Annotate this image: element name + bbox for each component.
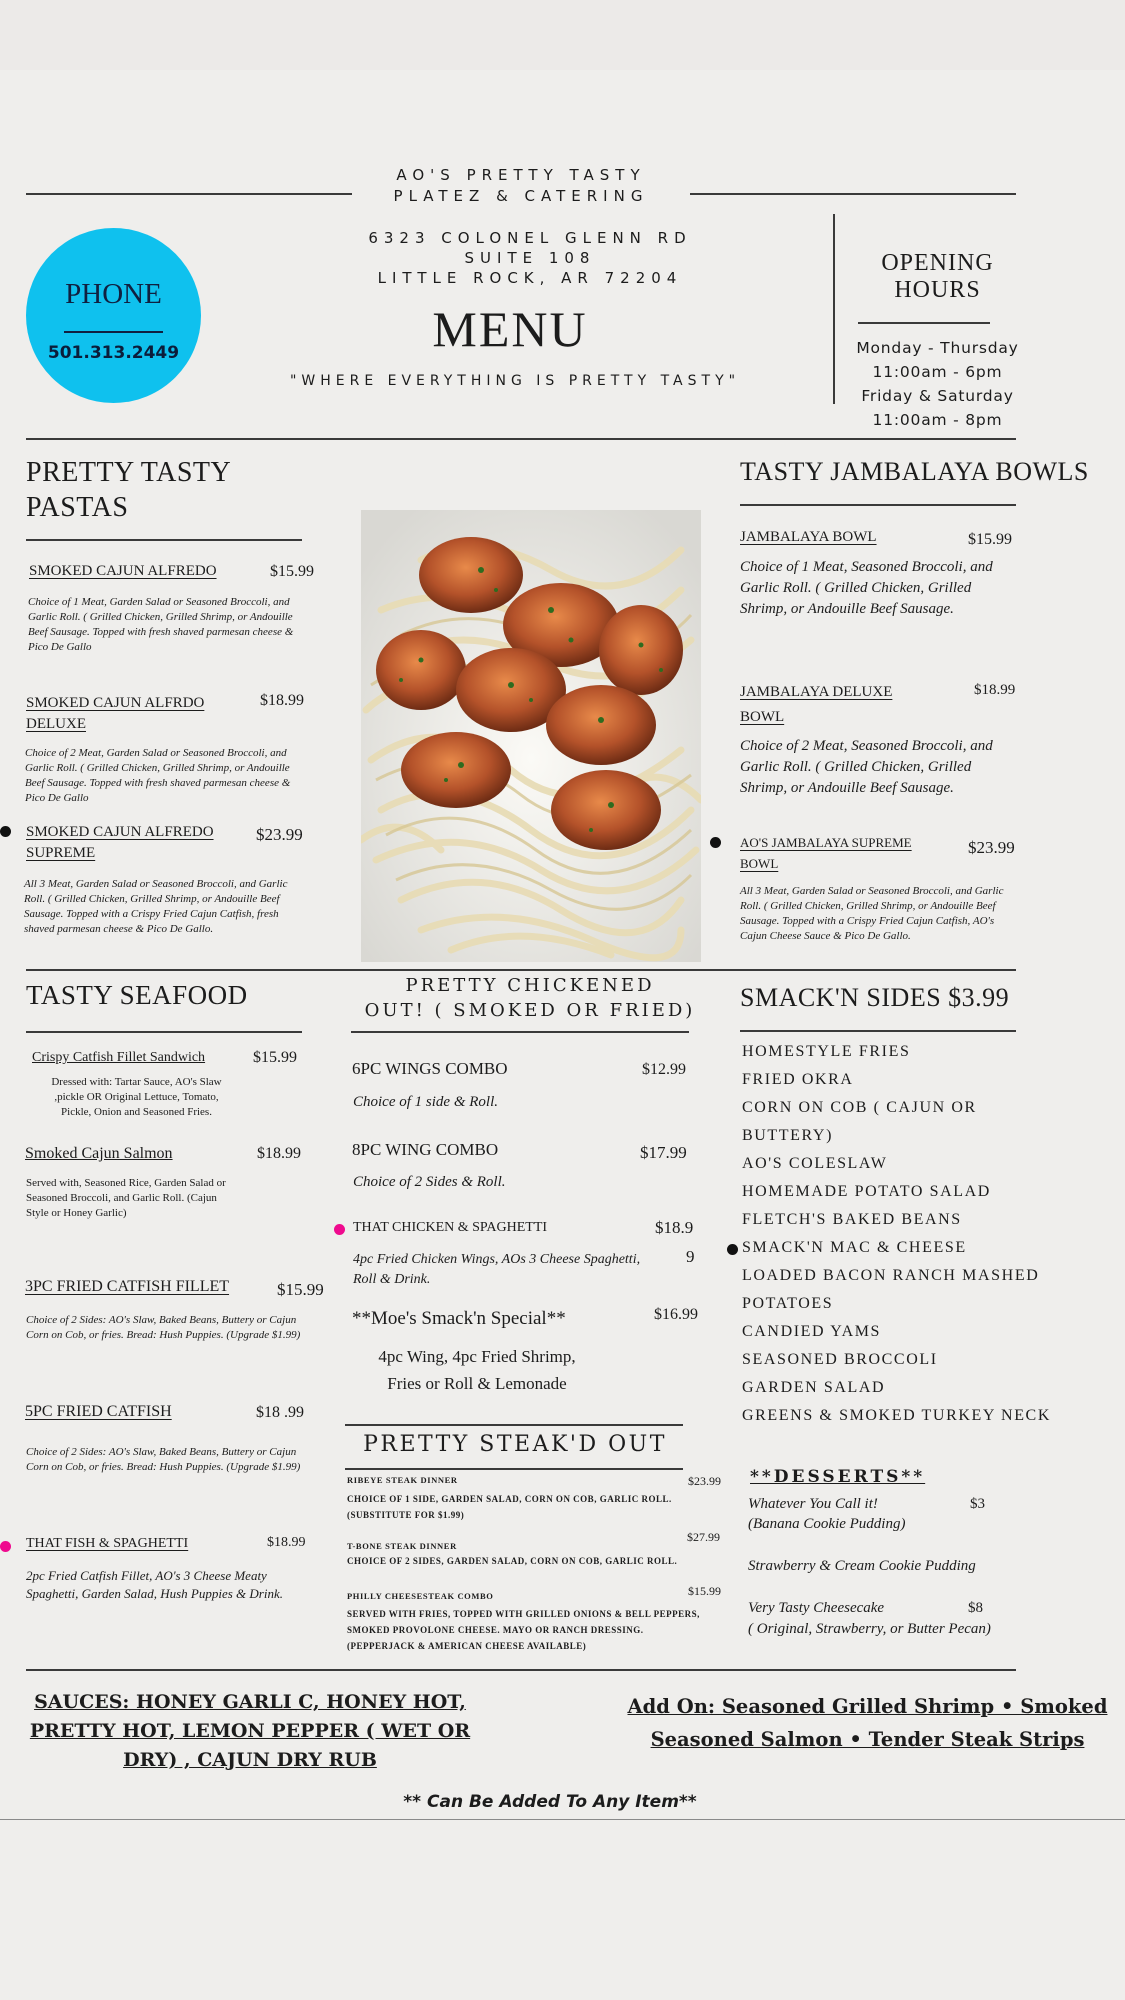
hours-list	[845, 336, 1030, 432]
pastas-rule	[26, 539, 302, 541]
pastas-title	[26, 455, 231, 525]
sides-title: SMACK'N SIDES $3.99	[740, 983, 1010, 1012]
shrimp-alfredo-photo	[361, 510, 701, 962]
steak-item-name: T-BONE STEAK DINNER	[347, 1541, 457, 1551]
chicken-item-desc	[352, 1343, 602, 1397]
pasta-item-name-line1: SMOKED CAJUN ALFRDO	[26, 695, 205, 711]
jambalaya-item-name-line2: BOWL	[740, 709, 785, 725]
hours-title-line1: OPENING	[881, 250, 994, 276]
steak-item-desc: SERVED WITH FRIES, TOPPED WITH GRILLED ONIONS & BELL PEPPERS, SMOKED PROVOLONE CHEESE. MAYO OR RANCH DRESSING. (PEPPERJACK & AMERICAN CHEESE AVAILABLE)	[347, 1609, 700, 1651]
bullet-dot	[710, 837, 721, 848]
steak-top-rule	[345, 1424, 683, 1426]
jambalaya-item-price: $23.99	[968, 838, 1015, 857]
hours-title	[845, 250, 1030, 304]
jambalaya-item-name: JAMBALAYA BOWL	[740, 529, 877, 545]
addon-note: ** Can Be Added To Any Item**	[403, 1792, 697, 1812]
page-bottom-rule	[0, 1819, 1125, 1820]
seafood-item-price: $15.99	[277, 1280, 324, 1299]
hours-line: Friday & Saturday	[861, 387, 1014, 405]
chicken-item-name: THAT CHICKEN & SPAGHETTI	[353, 1220, 548, 1235]
jambalaya-item-name-line2: BOWL	[740, 856, 779, 871]
hours-line: 11:00am - 8pm	[872, 411, 1003, 429]
mid-rule	[26, 969, 1016, 971]
phone-number[interactable]: 501.313.2449	[47, 343, 180, 363]
chicken-item-desc-line2: Fries or Roll & Lemonade	[387, 1374, 567, 1393]
addon-block	[610, 1690, 1125, 1756]
chicken-item-desc: Choice of 2 Sides & Roll.	[353, 1174, 506, 1190]
sauces-line2: PRETTY HOT, LEMON PEPPER ( WET OR	[29, 1720, 471, 1742]
chicken-item-price: $18.9	[655, 1218, 694, 1237]
seafood-item-price: $18.99	[267, 1535, 306, 1550]
pasta-item-name-line2: SUPREME	[26, 845, 96, 861]
side-item: CANDIED YAMS	[742, 1323, 882, 1340]
dessert-item-sub: (Banana Cookie Pudding)	[748, 1516, 906, 1532]
jambalaya-title: TASTY JAMBALAYA BOWLS	[740, 457, 1089, 486]
pasta-item-name-line2: DELUXE	[26, 716, 86, 732]
dessert-item-price: $8	[968, 1600, 983, 1616]
menu-title: MENU	[432, 301, 588, 357]
address-line3: LITTLE ROCK, AR 72204	[377, 269, 683, 287]
side-item: CORN ON COB ( CAJUN OR	[742, 1099, 977, 1116]
chicken-item-name: **Moe's Smack'n Special**	[352, 1308, 566, 1329]
steak-rule	[345, 1468, 683, 1470]
jambalaya-item-desc: All 3 Meat, Garden Salad or Seasoned Broccoli, and Garlic Roll. ( Grilled Chicken, Grilled Shrimp, or Andouille Beef Sausage. Topped with a Crispy Fried Cajun Catfish, AO's Cajun Cheese Sauce & Pico De Gallo.	[740, 885, 1004, 942]
pasta-item-desc: All 3 Meat, Garden Salad or Seasoned Broccoli, and Garlic Roll. ( Grilled Chicken, Grilled Shrimp, or Andouille Beef Sausage. Topped with a Crispy Fried Cajun Catfish, fresh shaved parmesan cheese & Pico De Gallo.	[24, 878, 288, 935]
seafood-item-name: Crispy Catfish Fillet Sandwich	[32, 1050, 206, 1065]
steak-title: PRETTY STEAK'D OUT	[363, 1432, 667, 1457]
side-item: GARDEN SALAD	[742, 1379, 886, 1396]
chicken-item-price: $17.99	[640, 1143, 687, 1162]
side-item: POTATOES	[742, 1295, 834, 1312]
chicken-item-price: $12.99	[642, 1061, 686, 1078]
steak-item-price: $23.99	[688, 1474, 721, 1488]
chicken-title-line2: OUT! ( SMOKED OR FRIED)	[364, 1000, 696, 1021]
chicken-item-desc: Choice of 1 side & Roll.	[353, 1094, 498, 1110]
phone-badge[interactable]	[26, 228, 201, 403]
seafood-item-desc: 2pc Fried Catfish Fillet, AO's 3 Cheese Meaty Spaghetti, Garden Salad, Hush Puppies & Drink.	[26, 1568, 283, 1601]
dessert-item-name: Whatever You Call it!	[748, 1496, 878, 1512]
side-item: BUTTERY)	[742, 1127, 834, 1144]
jambalaya-item-name-line1: AO'S JAMBALAYA SUPREME	[740, 835, 912, 850]
steak-item-name: RIBEYE STEAK DINNER	[347, 1475, 458, 1485]
sauces-block	[0, 1688, 500, 1775]
sauces-line3: DRY) , CAJUN DRY RUB	[123, 1749, 377, 1771]
addon-line2: Seasoned Salmon • Tender Steak Strips	[650, 1728, 1085, 1751]
chicken-item-price: $16.99	[654, 1306, 698, 1323]
sides-list	[742, 1038, 1087, 1430]
dessert-item-sub: ( Original, Strawberry, or Butter Pecan)	[748, 1621, 991, 1637]
seafood-rule	[26, 1031, 302, 1033]
bullet-dot-pink	[0, 1541, 11, 1552]
business-name-line1: AO'S PRETTY TASTY	[396, 166, 646, 184]
jambalaya-item-name	[740, 832, 912, 874]
sauces-line1: SAUCES: HONEY GARLI C, HONEY HOT,	[34, 1691, 466, 1713]
chicken-item-name: 6PC WINGS COMBO	[352, 1059, 508, 1078]
steak-item-price: $27.99	[687, 1530, 720, 1544]
jambalaya-item-price: $18.99	[974, 682, 1016, 698]
side-item: LOADED BACON RANCH MASHED	[742, 1267, 1040, 1284]
header-rule-left	[26, 193, 352, 195]
chicken-item-desc: 4pc Fried Chicken Wings, AOs 3 Cheese Spaghetti, Roll & Drink.	[353, 1252, 641, 1287]
side-item: SEASONED BROCCOLI	[742, 1351, 938, 1368]
side-item: HOMEMADE POTATO SALAD	[742, 1183, 991, 1200]
pasta-item-name	[26, 693, 204, 735]
address-line1: 6323 COLONEL GLENN RD	[368, 229, 692, 247]
jambalaya-item-desc: Choice of 1 Meat, Seasoned Broccoli, and Garlic Roll. ( Grilled Chicken, Grilled Shrimp, or Andouille Beef Sausage.	[740, 559, 993, 617]
steak-item-name: PHILLY CHEESESTEAK COMBO	[347, 1591, 494, 1601]
seafood-item-desc: Served with, Seasoned Rice, Garden Salad or Seasoned Broccoli, and Garlic Roll. (Cajun Style or Honey Garlic)	[26, 1177, 226, 1219]
seafood-title: TASTY SEAFOOD	[26, 980, 248, 1010]
chicken-item-desc-line1: 4pc Wing, 4pc Fried Shrimp,	[378, 1347, 576, 1366]
pastas-title-line1: PRETTY TASTY	[26, 457, 232, 488]
top-band	[0, 0, 1125, 70]
addon-line1: Add On: Seasoned Grilled Shrimp • Smoked	[627, 1695, 1108, 1718]
seafood-item-name: Smoked Cajun Salmon	[25, 1145, 173, 1162]
pastas-title-line2: PASTAS	[26, 492, 129, 523]
hours-line: 11:00am - 6pm	[872, 363, 1003, 381]
side-item: FRIED OKRA	[742, 1071, 854, 1088]
hours-title-line2: HOURS	[894, 277, 981, 303]
seafood-item-desc: Choice of 2 Sides: AO's Slaw, Baked Beans, Buttery or Cajun Corn on Cob, or fries. Bread: Hush Puppies. (Upgrade $1.99)	[26, 1314, 301, 1341]
pasta-item-desc: Choice of 1 Meat, Garden Salad or Seasoned Broccoli, and Garlic Roll. ( Grilled Chicken, Grilled Shrimp, or Andouille Beef Sausage. Topped with fresh shaved parmesan cheese & Pico De Gallo	[28, 596, 294, 653]
jambalaya-item-desc: Choice of 2 Meat, Seasoned Broccoli, and Garlic Roll. ( Grilled Chicken, Grilled Shrimp, or Andouille Beef Sausage.	[740, 738, 993, 796]
dessert-item-name: Very Tasty Cheesecake	[748, 1600, 885, 1616]
pasta-item-price: $23.99	[256, 825, 303, 844]
phone-divider	[64, 331, 163, 333]
pasta-item-name	[26, 822, 214, 864]
bullet-dot-pink	[334, 1224, 345, 1235]
seafood-item-desc: Choice of 2 Sides: AO's Slaw, Baked Beans, Buttery or Cajun Corn on Cob, or fries. Bread: Hush Puppies. (Upgrade $1.99)	[26, 1446, 301, 1473]
chicken-title-line1: PRETTY CHICKENED	[405, 975, 655, 996]
bullet-dot	[727, 1244, 738, 1255]
seafood-item-price: $18.99	[257, 1145, 301, 1162]
side-item: FLETCH'S BAKED BEANS	[742, 1211, 962, 1228]
pasta-item-price: $15.99	[270, 563, 314, 580]
header-bottom-rule	[26, 438, 1016, 440]
side-item: HOMESTYLE FRIES	[742, 1043, 911, 1060]
side-item: SMACK'N MAC & CHEESE	[742, 1239, 967, 1256]
tagline: "WHERE EVERYTHING IS PRETTY TASTY"	[289, 373, 741, 389]
sides-rule	[740, 1030, 1016, 1032]
seafood-item-name: 5PC FRIED CATFISH	[25, 1403, 172, 1420]
pasta-item-price: $18.99	[260, 692, 304, 709]
pasta-item-name-line1: SMOKED CAJUN ALFREDO	[26, 824, 214, 840]
phone-label: PHONE	[65, 278, 162, 310]
chicken-item-price-wrap: 9	[686, 1247, 695, 1266]
jambalaya-rule	[740, 504, 1016, 506]
hours-line: Monday - Thursday	[856, 339, 1019, 357]
business-name-line2: PLATEZ & CATERING	[393, 187, 649, 205]
seafood-item-desc: Dressed with: Tartar Sauce, AO's Slaw ,pickle OR Original Lettuce, Tomato, Pickle, Onion and Seasoned Fries.	[51, 1076, 222, 1118]
seafood-item-name: THAT FISH & SPAGHETTI	[26, 1536, 189, 1551]
steak-item-desc: CHOICE OF 2 SIDES, GARDEN SALAD, CORN ON COB, GARLIC ROLL.	[347, 1556, 678, 1566]
side-item: GREENS & SMOKED TURKEY NECK	[742, 1407, 1051, 1424]
seafood-item-price: $18 .99	[256, 1404, 304, 1421]
chicken-title	[345, 973, 715, 1023]
jambalaya-item-price: $15.99	[968, 531, 1012, 548]
chicken-rule	[351, 1031, 689, 1033]
side-item: AO'S COLESLAW	[742, 1155, 888, 1172]
dessert-item-name: Strawberry & Cream Cookie Pudding	[748, 1558, 976, 1574]
desserts-title: **DESSERTS**	[750, 1467, 926, 1487]
jambalaya-item-name	[740, 680, 892, 730]
hours-rule	[858, 322, 990, 324]
pasta-item-desc: Choice of 2 Meat, Garden Salad or Seasoned Broccoli, and Garlic Roll. ( Grilled Chicken, Grilled Shrimp, or Andouille Beef Sausage. Topped with fresh shaved parmesan cheese & Pico De Gallo	[25, 747, 291, 804]
hours-divider	[833, 214, 835, 404]
jambalaya-item-name-line1: JAMBALAYA DELUXE	[740, 684, 893, 700]
header-rule-right	[690, 193, 1016, 195]
address-line2: SUITE 108	[464, 249, 596, 267]
seafood-item-price: $15.99	[253, 1049, 297, 1066]
shrimp-alfredo-image	[361, 510, 701, 962]
chicken-item-name: 8PC WING COMBO	[352, 1140, 499, 1159]
seafood-item-name: 3PC FRIED CATFISH FILLET	[25, 1278, 230, 1295]
dessert-item-price: $3	[970, 1496, 985, 1512]
footer-rule	[26, 1669, 1016, 1671]
steak-item-price: $15.99	[688, 1584, 721, 1598]
steak-item-desc: CHOICE OF 1 SIDE, GARDEN SALAD, CORN ON COB, GARLIC ROLL. (SUBSTITUTE FOR $1.99)	[347, 1494, 672, 1520]
bullet-dot	[0, 826, 11, 837]
pasta-item-name: SMOKED CAJUN ALFREDO	[29, 563, 217, 579]
